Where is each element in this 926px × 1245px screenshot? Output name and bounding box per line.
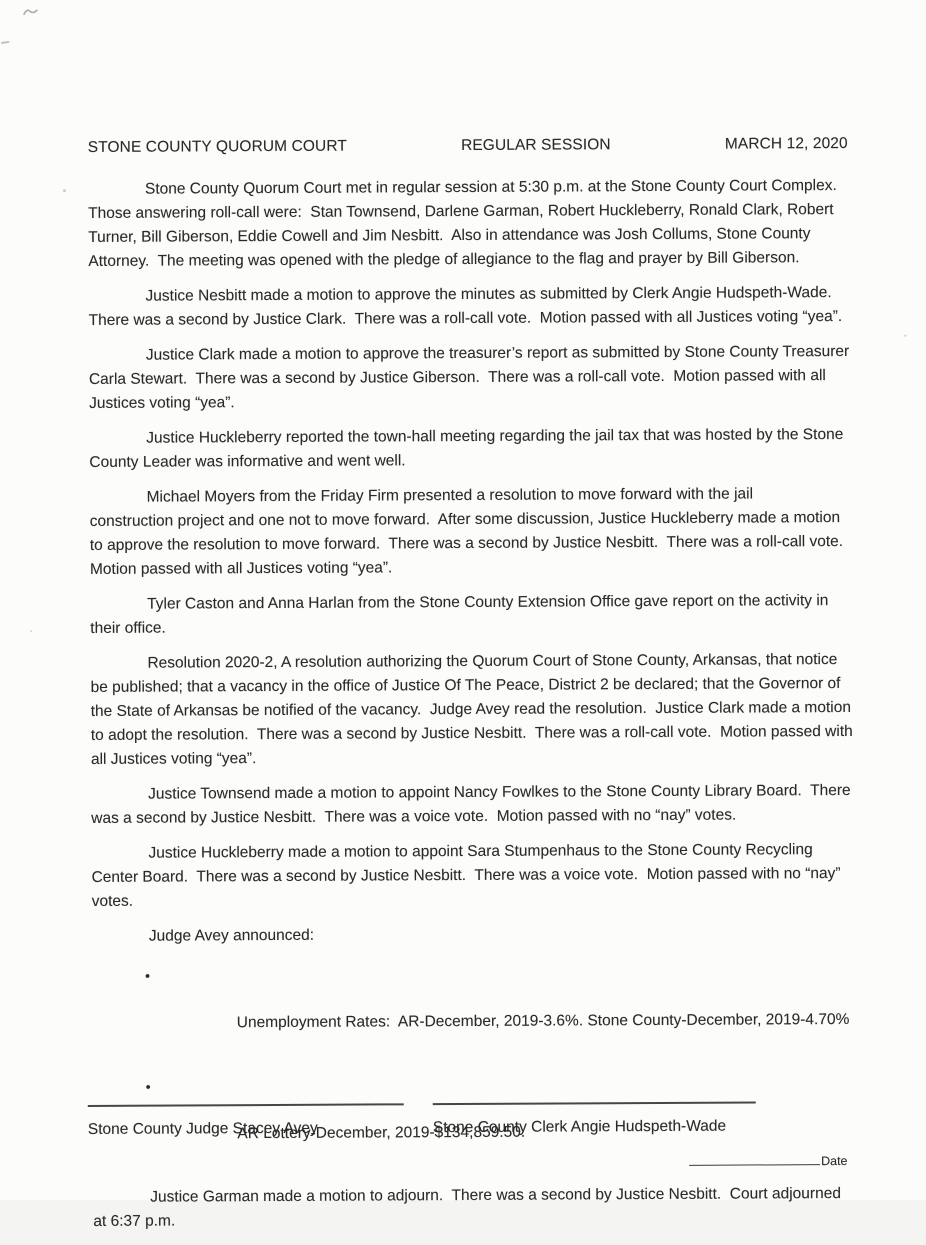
clerk-signature-area [433, 1101, 756, 1137]
paragraph-library-board-appointment: Justice Townsend made a motion to appoint Nancy Fowlkes to the Stone County Library Board. There was a second by Justice Nesbitt. There was a voice vote. Motion passed with no “nay” votes. [91, 781, 851, 827]
clerk-signature-label: Stone County Clerk Angie Hudspeth-Wade [432, 1117, 727, 1137]
bullet-icon: • [145, 1078, 151, 1095]
judge-signature-label: Stone County Judge Stacey Avey [87, 1119, 318, 1138]
paragraph-minutes-approval: Justice Nesbitt made a motion to approve the minutes as submitted by Clerk Angie Hudspeth-Wade. There was a second by Justice Clark. There was a roll-call vote. Motion passed with all Justices voting “yea”. [88, 284, 843, 329]
scan-artifact-speck [63, 189, 66, 192]
bullet-unemployment-rates [92, 960, 892, 1060]
bullet-text: Unemployment Rates: AR-December, 2019-3.6%. Stone County-December, 2019-4.70% [236, 1010, 850, 1032]
paragraph-resolution-2020-2: Resolution 2020-2, A resolution authorizing the Quorum Court of Stone County, Arkansas, that notice be published; that a vacancy in the office of Justice Of The Peace, District 2 be declared; that the Governor of the State of Arkansas be notified of the vacancy. Judge Avey read the resolution. Justice Clark made a motion to adopt the resolution. There was a second by Justice Nesbitt. There was a roll-call vote. Motion passed with all Justices voting “yea”. [90, 651, 853, 768]
scan-artifact-speck [30, 630, 32, 632]
date-signature-area [689, 1152, 847, 1169]
paragraph-session-opening: Stone County Quorum Court met in regular session at 5:30 p.m. at the Stone County Court Complex. Those answering roll-call were: Stan Townsend, Darlene Garman, Robert Huckleberry, Ronald Clark, Robert Turner, Bill Giberson, Eddie Cowell and Jim Nesbitt. Also in attendance was Josh Collums, Stone County Attorney. The meeting was opened with the pledge of allegiance to the flag and prayer by Bill Giberson. [88, 177, 837, 270]
scan-artifact-squiggle [22, 6, 40, 18]
paragraph-recycling-board-appointment: Justice Huckleberry made a motion to appoint Sara Stumpenhaus to the Stone County Recycling Center Board. There was a second by Justice Nesbitt. There was a voice vote. Motion passed with no “nay” votes. [91, 841, 841, 910]
document-header [88, 135, 848, 157]
paragraph-treasurer-report: Justice Clark made a motion to approve the treasurer’s report as submitted by Stone County Treasurer Carla Stewart. There was a second by Justice Giberson. There was a roll-call vote. Motion passed with all Justices voting “yea”. [88, 342, 850, 412]
paragraph-extension-office-report: Tyler Caston and Anna Harlan from the Stone County Extension Office gave report on the activity in their office. [90, 592, 829, 637]
date-line [689, 1152, 820, 1166]
scan-artifact-speck [904, 335, 907, 337]
announcement-intro: Judge Avey announced: [148, 926, 315, 945]
paragraph-town-hall-report: Justice Huckleberry reported the town-hall meeting regarding the jail tax that was hosted by the Stone County Leader was informative and went well. [89, 426, 844, 471]
judge-signature-area [88, 1103, 404, 1139]
paragraph-jail-resolution: Michael Moyers from the Friday Firm presented a resolution to move forward with the jail construction project and one not to move forward. After some discussion, Justice Huckleberry made a motion to approve the resolution to move forward. There was a second by Justice Nesbitt. There was a roll-call vote. Motion passed with all Justices voting “yea”. [89, 485, 844, 578]
minutes-body [88, 174, 894, 1245]
session-date: MARCH 12, 2020 [724, 134, 848, 153]
paragraph-adjournment: Justice Garman made a motion to adjourn. There was a second by Justice Nesbitt. Court adjourned at 6:37 p.m. [93, 1185, 841, 1230]
date-label: Date [821, 1153, 848, 1169]
clerk-signature-line [433, 1101, 756, 1105]
court-title: STONE COUNTY QUORUM COURT [87, 137, 347, 156]
judge-signature-line [88, 1103, 404, 1107]
bullet-icon: • [145, 967, 151, 984]
session-type: REGULAR SESSION [460, 136, 611, 155]
bullet-text: AR Lottery-December, 2019-$134,859.50. [237, 1123, 526, 1143]
scan-artifact-dash [1, 41, 9, 44]
